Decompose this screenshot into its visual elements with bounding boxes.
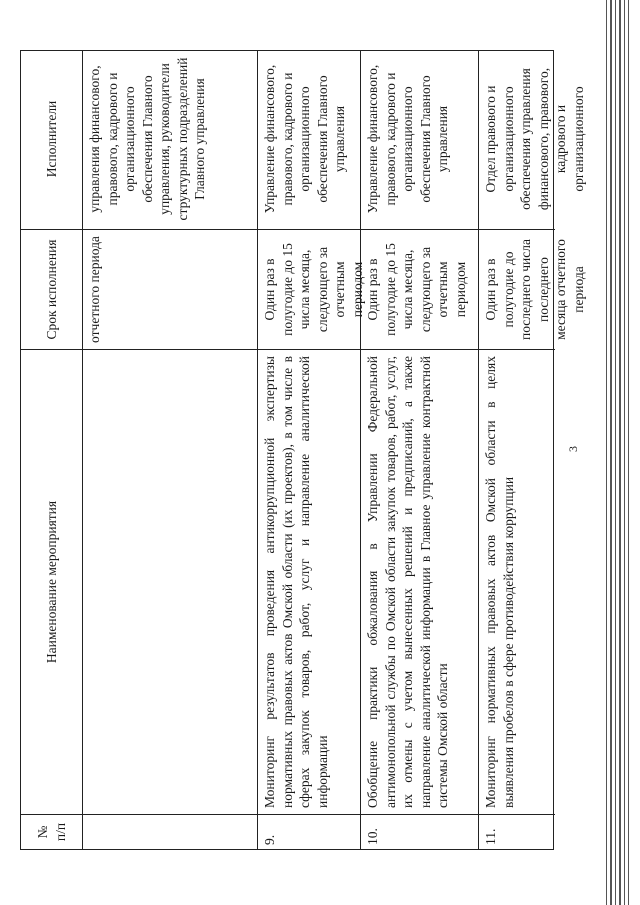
binding-edge [604, 0, 632, 905]
row-deadline: отчетного периода [83, 229, 257, 349]
table-row [361, 51, 479, 849]
row-executors: Управление финансового, правового, кадрового и организационного обеспечения Главного управления [365, 64, 451, 214]
header-executors: Исполнители [43, 100, 59, 178]
header-name: Наименование мероприятия [21, 349, 82, 814]
row-num: 9. [258, 814, 360, 849]
measures-table [20, 50, 586, 850]
row-deadline: Один раз в полугодие до последнего числа последнего месяца отчетного периода [479, 229, 555, 349]
row-executors: Отдел правового и организационного обеспечения управления финансового, правового, кадрового и организационного [483, 67, 586, 211]
table-row [258, 51, 365, 849]
row-executors: управления финансового, правового, кадрового и организационного обеспечения Главного управления, руководители структурных подразделений Главного управления [87, 57, 208, 221]
row-name [83, 349, 257, 814]
row-num: 10. [361, 814, 478, 849]
row-deadline: Один раз в полугодие до 15 числа месяца, следующего за отчетным периодом [361, 229, 478, 349]
rotated-content [20, 50, 586, 850]
row-num: 11. [479, 814, 555, 849]
row-name: Обобщение практики обжалования в Управлении Федеральной антимонопольной службы по Омской области закупок товаров, работ, услуг, их отмены с учетом вынесенных решений и предписаний, а также направление аналитической информации в Главное управление контрактной системы Омской области [361, 349, 478, 814]
header-deadline: Срок исполнения [21, 229, 82, 349]
table-header-row [21, 51, 83, 849]
table-row [479, 51, 586, 849]
row-deadline: Один раз в полугодие до 15 числа месяца, следующего за отчетным периодом [258, 229, 360, 349]
row-name: Мониторинг нормативных правовых актов Омской области в целях выявления пробелов в сфере противодействия коррупции [479, 349, 555, 814]
row-num [83, 814, 257, 849]
row-executors: Управление финансового, правового, кадрового и организационного обеспечения Главного управления [262, 64, 348, 214]
header-num: № п/п [21, 814, 82, 849]
row-name: Мониторинг результатов проведения антикоррупционной экспертизы нормативных правовых актов Омской области (их проектов), в том числе в сферах закупок товаров, работ, услуг и направление аналитической информации [258, 349, 360, 814]
page-number: 3 [566, 446, 580, 452]
table-row [83, 51, 258, 849]
